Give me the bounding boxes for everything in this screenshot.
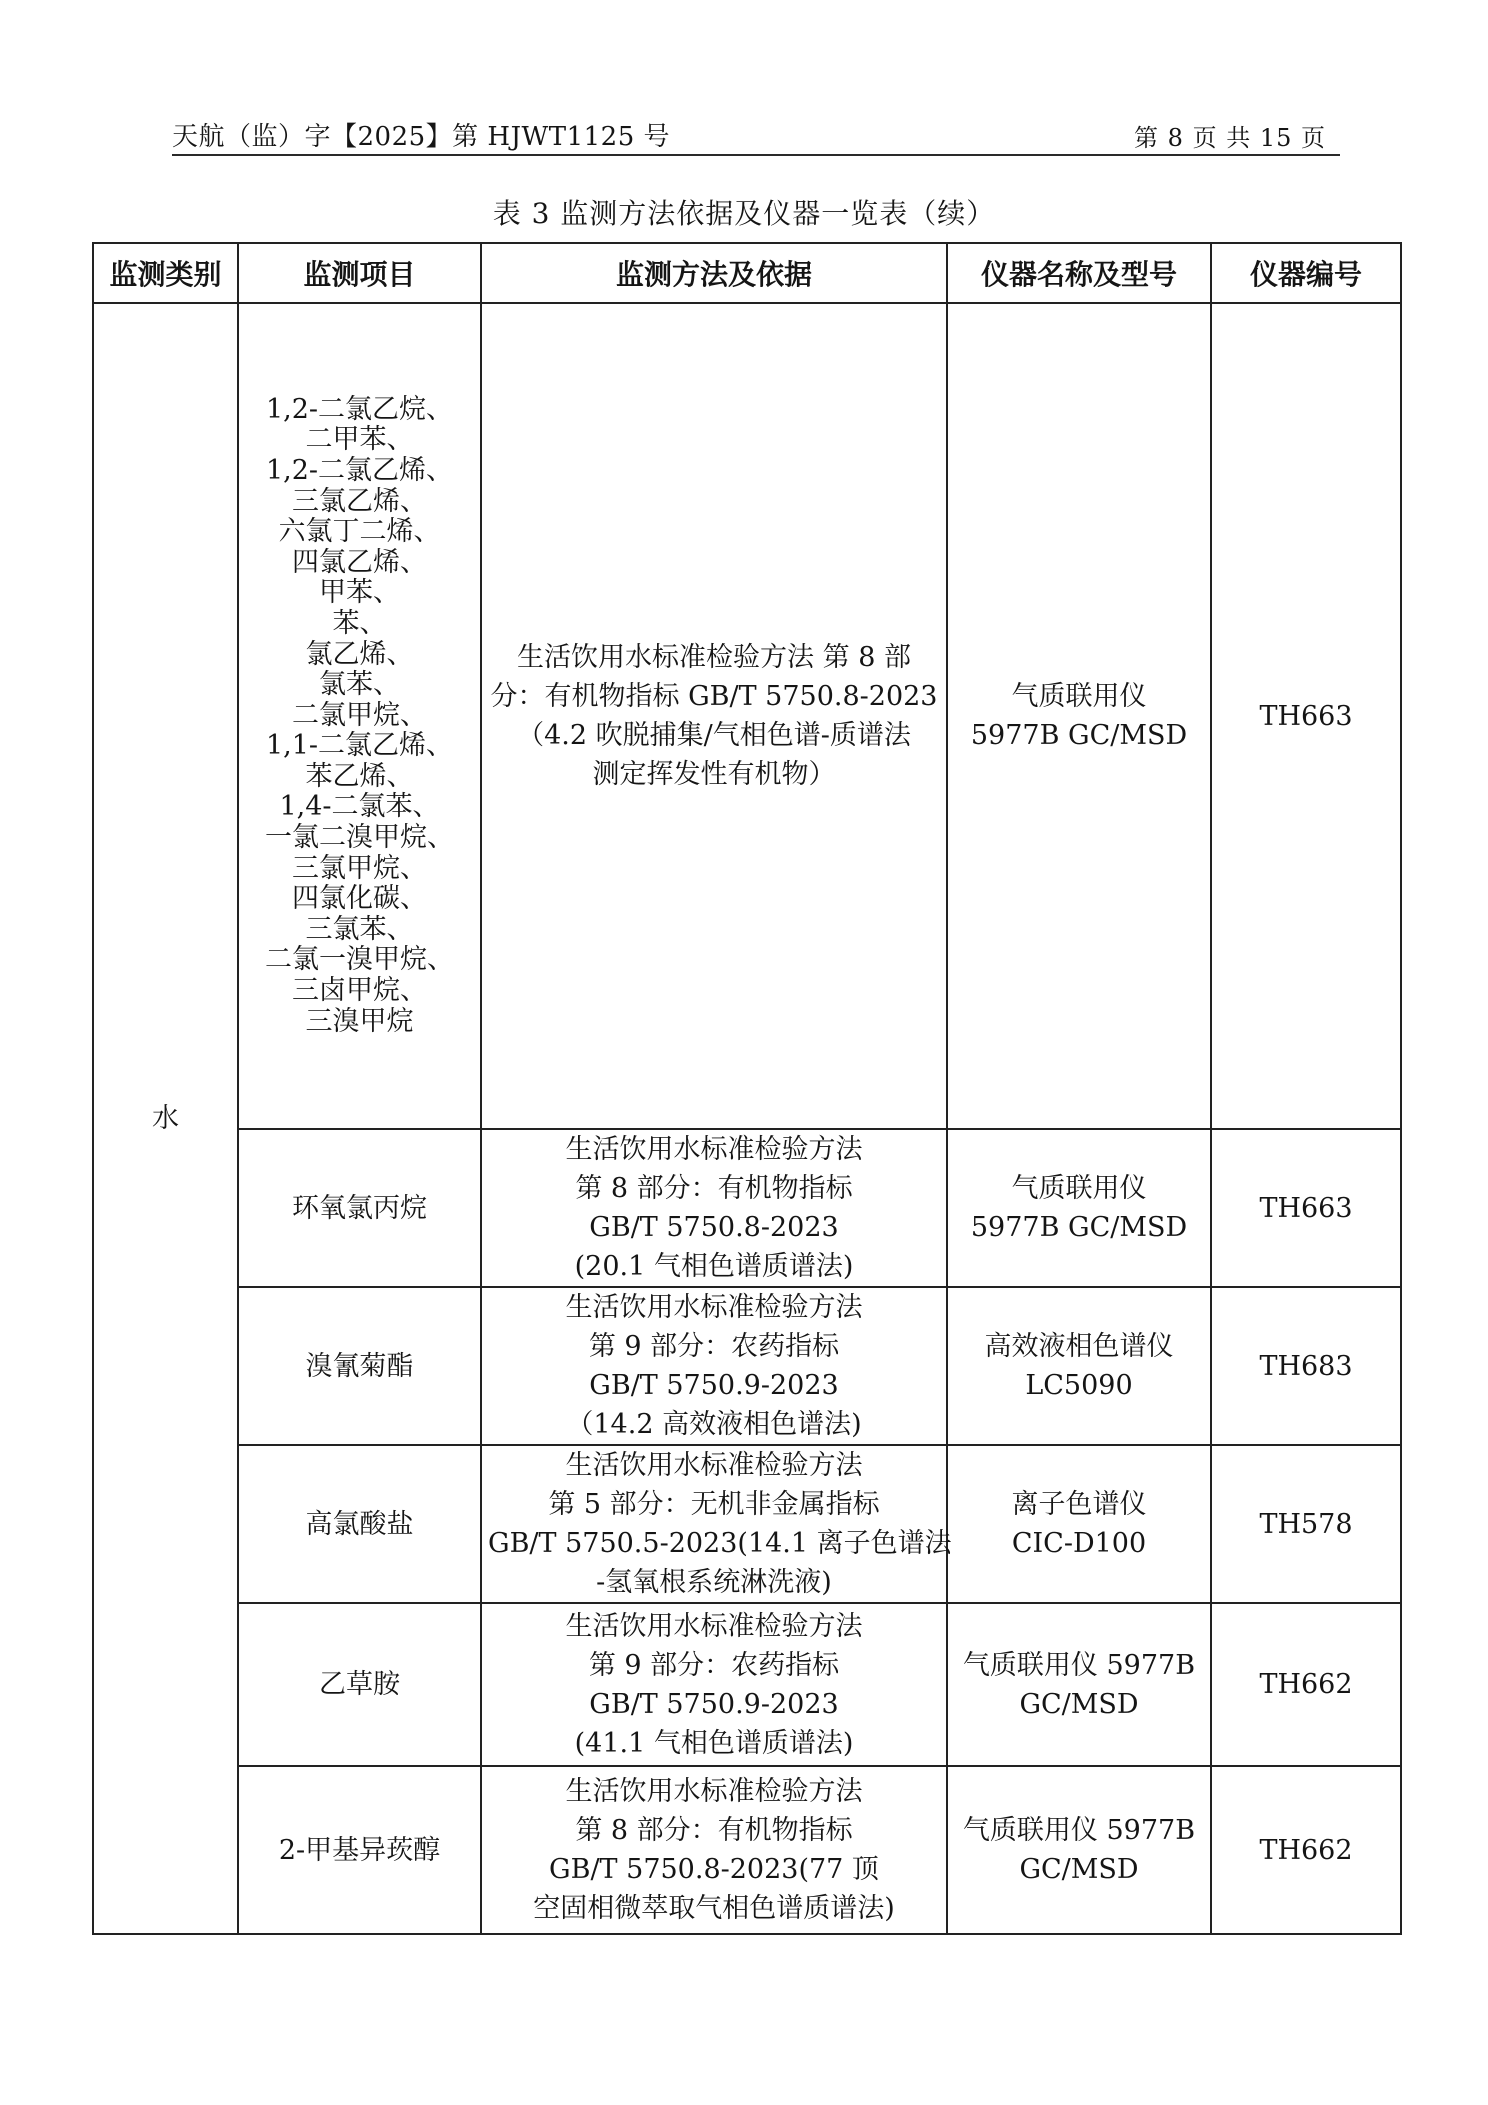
column-header-instrument: 仪器名称及型号 bbox=[947, 243, 1211, 303]
analyte: 二甲苯、 bbox=[305, 424, 414, 456]
analyte: 六氯丁二烯、 bbox=[278, 516, 441, 548]
instrument-line: LC5090 bbox=[1025, 1370, 1133, 1401]
table-caption: 表 3 监测方法依据及仪器一览表（续） bbox=[492, 197, 996, 230]
column-header-instrument-id: 仪器编号 bbox=[1211, 243, 1401, 303]
analyte: 甲苯、 bbox=[319, 577, 400, 609]
method-line: 生活饮用水标准检验方法 第 8 部 bbox=[517, 642, 911, 673]
analyte: 1,2-二氯乙烷、 bbox=[265, 393, 454, 425]
method-line: GB/T 5750.8-2023(77 顶 bbox=[549, 1854, 879, 1885]
column-header-category: 监测类别 bbox=[93, 243, 238, 303]
item-cell: 乙草胺 bbox=[238, 1603, 481, 1766]
method-line: 测定挥发性有机物） bbox=[592, 759, 836, 790]
instrument-id-cell: TH578 bbox=[1211, 1445, 1401, 1603]
instrument-id-cell: TH663 bbox=[1211, 1129, 1401, 1287]
table-row bbox=[93, 1129, 1401, 1287]
method-cell bbox=[481, 1603, 947, 1766]
instrument-cell bbox=[947, 1603, 1211, 1766]
method-cell bbox=[481, 1445, 952, 1603]
method-line: 生活饮用水标准检验方法 bbox=[565, 1450, 863, 1481]
instrument-line: 气质联用仪 5977B bbox=[962, 1815, 1196, 1846]
instrument-cell bbox=[947, 1287, 1211, 1445]
analyte: 一氯二溴甲烷、 bbox=[265, 822, 454, 854]
instrument-id-cell: TH663 bbox=[1211, 303, 1401, 1129]
instrument-line: GC/MSD bbox=[1019, 1854, 1139, 1885]
method-line: 生活饮用水标准检验方法 bbox=[565, 1610, 863, 1642]
item-cell bbox=[238, 303, 481, 1129]
instrument-id-cell: TH662 bbox=[1211, 1603, 1401, 1766]
method-line: GB/T 5750.8-2023 bbox=[589, 1212, 839, 1243]
table-row bbox=[93, 1766, 1401, 1934]
method-cell bbox=[481, 1766, 947, 1934]
analyte: 三氯乙烯、 bbox=[292, 485, 427, 517]
methods-instruments-table bbox=[92, 242, 1402, 1935]
item-cell: 环氧氯丙烷 bbox=[238, 1129, 481, 1287]
instrument-line: GC/MSD bbox=[1019, 1688, 1139, 1720]
instrument-line: 5977B GC/MSD bbox=[970, 1212, 1188, 1243]
category-cell: 水 bbox=[93, 303, 238, 1934]
method-line: 第 9 部分：农药指标 bbox=[588, 1649, 840, 1681]
method-line: （14.2 高效液相色谱法) bbox=[566, 1409, 862, 1440]
analyte: 三氯苯、 bbox=[305, 913, 414, 945]
method-line: (41.1 气相色谱质谱法) bbox=[574, 1727, 854, 1759]
report-number: 天航（监）字【2025】第 HJWT1125 号 bbox=[172, 122, 671, 152]
table-row bbox=[93, 1603, 1401, 1766]
instrument-line: 5977B GC/MSD bbox=[970, 720, 1188, 751]
column-header-item: 监测项目 bbox=[238, 243, 481, 303]
method-line: 生活饮用水标准检验方法 bbox=[565, 1776, 863, 1807]
method-line: 第 8 部分：有机物指标 bbox=[575, 1173, 853, 1204]
method-line: （4.2 吹脱捕集/气相色谱-质谱法 bbox=[517, 720, 911, 751]
item-cell: 高氯酸盐 bbox=[238, 1445, 481, 1603]
analyte: 苯乙烯、 bbox=[305, 760, 414, 792]
item-cell: 溴氰菊酯 bbox=[238, 1287, 481, 1445]
analyte: 二氯一溴甲烷、 bbox=[265, 944, 454, 976]
instrument-line: 离子色谱仪 bbox=[1011, 1489, 1147, 1520]
instrument-id-cell: TH662 bbox=[1211, 1766, 1401, 1934]
method-line: 第 5 部分：无机非金属指标 bbox=[548, 1489, 880, 1520]
instrument-cell bbox=[947, 1445, 1211, 1603]
table-row bbox=[93, 1445, 1401, 1603]
method-line: 第 8 部分：有机物指标 bbox=[575, 1815, 853, 1846]
column-header-method: 监测方法及依据 bbox=[481, 243, 947, 303]
analyte: 三氯甲烷、 bbox=[292, 852, 427, 884]
instrument-cell bbox=[947, 303, 1211, 1129]
method-line: 生活饮用水标准检验方法 bbox=[565, 1292, 863, 1323]
method-line: 空固相微萃取气相色谱质谱法) bbox=[533, 1893, 895, 1924]
analyte: 氯乙烯、 bbox=[305, 638, 414, 670]
method-line: 第 9 部分：农药指标 bbox=[588, 1331, 840, 1362]
analyte: 氯苯、 bbox=[319, 669, 400, 701]
page-number: 第 8 页 共 15 页 bbox=[1134, 124, 1326, 152]
method-line: (20.1 气相色谱质谱法) bbox=[574, 1251, 854, 1282]
method-line: 生活饮用水标准检验方法 bbox=[565, 1134, 863, 1165]
instrument-line: 气质联用仪 bbox=[1011, 681, 1147, 712]
method-line: GB/T 5750.5-2023(14.1 离子色谱法 bbox=[488, 1528, 952, 1559]
instrument-cell bbox=[947, 1129, 1211, 1287]
instrument-line: CIC-D100 bbox=[1011, 1528, 1147, 1559]
table-row bbox=[93, 303, 1401, 1129]
method-line: -氢氧根系统淋洗液) bbox=[596, 1567, 832, 1598]
method-cell bbox=[481, 1287, 947, 1445]
instrument-line: 气质联用仪 5977B bbox=[962, 1649, 1196, 1681]
method-line: GB/T 5750.9-2023 bbox=[589, 1370, 839, 1401]
instrument-cell bbox=[947, 1766, 1211, 1934]
analyte: 三卤甲烷、 bbox=[292, 975, 427, 1007]
analyte: 1,1-二氯乙烯、 bbox=[265, 730, 454, 762]
method-cell bbox=[481, 303, 947, 1129]
table-row bbox=[93, 1287, 1401, 1445]
method-cell bbox=[481, 1129, 947, 1287]
table-header-row bbox=[93, 243, 1401, 303]
page-header bbox=[172, 104, 1340, 156]
instrument-line: 气质联用仪 bbox=[1011, 1173, 1147, 1204]
analyte: 1,2-二氯乙烯、 bbox=[265, 454, 454, 486]
analyte: 二氯甲烷、 bbox=[292, 699, 427, 731]
analyte: 三溴甲烷 bbox=[305, 1005, 414, 1037]
analyte: 苯、 bbox=[332, 607, 387, 639]
analyte: 1,4-二氯苯、 bbox=[279, 791, 440, 823]
instrument-line: 高效液相色谱仪 bbox=[984, 1331, 1174, 1362]
analyte: 四氯化碳、 bbox=[292, 883, 427, 915]
analyte-list bbox=[245, 393, 474, 1039]
method-line: 分：有机物指标 GB/T 5750.8-2023 bbox=[490, 681, 938, 712]
method-line: GB/T 5750.9-2023 bbox=[589, 1688, 839, 1720]
item-cell: 2-甲基异莰醇 bbox=[238, 1766, 481, 1934]
instrument-id-cell: TH683 bbox=[1211, 1287, 1401, 1445]
analyte: 四氯乙烯、 bbox=[292, 546, 427, 578]
